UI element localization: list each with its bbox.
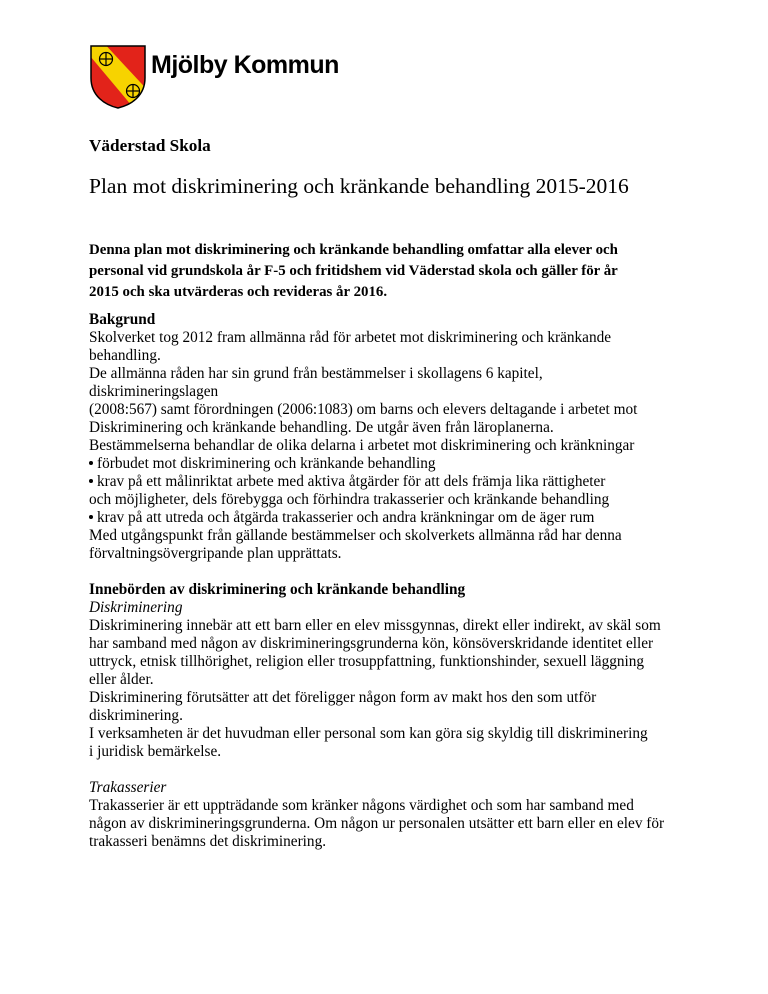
- intro-line: Denna plan mot diskriminering och kränkande behandling omfattar alla elever och: [89, 242, 618, 258]
- spacer: [89, 563, 689, 581]
- text-line: diskriminering.: [89, 707, 183, 724]
- text-line: har samband med någon av diskrimineringsgrunderna kön, könsöverskridande identitet eller: [89, 635, 654, 652]
- text-line: Skolverket tog 2012 fram allmänna råd för arbetet mot diskriminering och kränkande: [89, 329, 612, 346]
- text-line: Diskriminering innebär att ett barn eller en elev missgynnas, direkt eller indirekt, av skäl som: [89, 617, 661, 634]
- text-line: förvaltningsövergripande plan upprättats.: [89, 545, 342, 562]
- text-line: De allmänna råden har sin grund från bestämmelser i skollagens 6 kapitel,: [89, 365, 543, 382]
- section-trakasserier: [89, 779, 689, 851]
- section-bakgrund: [89, 311, 689, 563]
- bullet-item: [89, 455, 689, 473]
- section-heading: Bakgrund: [89, 311, 156, 328]
- subsection-heading: Diskriminering: [89, 599, 183, 616]
- section-heading: Innebörden av diskriminering och kränkande behandling: [89, 581, 466, 598]
- bullet-item: [89, 473, 689, 491]
- text-line: Diskriminering förutsätter att det föreligger någon form av makt hos den som utför: [89, 689, 597, 706]
- text-line: eller ålder.: [89, 671, 154, 688]
- intro-line: 2015 och ska utvärderas och revideras år 2016.: [89, 284, 388, 300]
- text-line: Diskriminering och kränkande behandling. De utgår även från läroplanerna.: [89, 419, 554, 436]
- header-logo: [89, 44, 359, 110]
- bullet-text: krav på att utreda och åtgärda trakasserier och andra kränkningar om de äger rum: [97, 509, 595, 526]
- text-line: behandling.: [89, 347, 161, 364]
- text-line: någon av diskrimineringsgrunderna. Om någon ur personalen utsätter ett barn eller en elev för: [89, 815, 665, 832]
- intro-paragraph: [89, 240, 689, 303]
- text-line: trakasseri benämns det diskriminering.: [89, 833, 327, 850]
- text-line: Bestämmelserna behandlar de olika delarna i arbetet mot diskriminering och kränkningar: [89, 437, 635, 454]
- section-innebord: [89, 581, 689, 761]
- text-line: I verksamheten är det huvudman eller personal som kan göra sig skyldig till diskriminering: [89, 725, 648, 742]
- text-line: och möjligheter, dels förebygga och förhindra trakasserier och kränkande behandling: [89, 491, 610, 508]
- text-line: Trakasserier är ett uppträdande som kränker någons värdighet och som har samband med: [89, 797, 634, 814]
- mjolby-coat-of-arms-icon: [89, 44, 147, 110]
- bullet-icon: [89, 479, 93, 483]
- bullet-item: [89, 509, 689, 527]
- text-line: i juridisk bemärkelse.: [89, 743, 222, 760]
- bullet-text: krav på ett målinriktat arbete med aktiva åtgärder för att dels främja lika rättigheter: [97, 473, 606, 490]
- school-name: Väderstad Skola: [89, 136, 211, 155]
- document-title: Plan mot diskriminering och kränkande behandling 2015-2016: [89, 174, 629, 198]
- bullet-icon: [89, 461, 93, 465]
- text-line: (2008:567) samt förordningen (2006:1083) om barns och elevers deltagande i arbetet mot: [89, 401, 638, 418]
- logo-wordmark: Mjölby Kommun: [151, 51, 339, 79]
- bullet-text: förbudet mot diskriminering och kränkande behandling: [97, 455, 436, 472]
- text-line: diskrimineringslagen: [89, 383, 219, 400]
- text-line: Med utgångspunkt från gällande bestämmelser och skolverkets allmänna råd har denna: [89, 527, 622, 544]
- subsection-heading: Trakasserier: [89, 779, 167, 796]
- bullet-icon: [89, 515, 93, 519]
- spacer: [89, 761, 689, 779]
- text-line: uttryck, etnisk tillhörighet, religion eller trosuppfattning, funktionshinder, sexuell läggning: [89, 653, 645, 670]
- document-body: [89, 311, 689, 851]
- intro-line: personal vid grundskola år F-5 och fritidshem vid Väderstad skola och gäller för år: [89, 263, 618, 279]
